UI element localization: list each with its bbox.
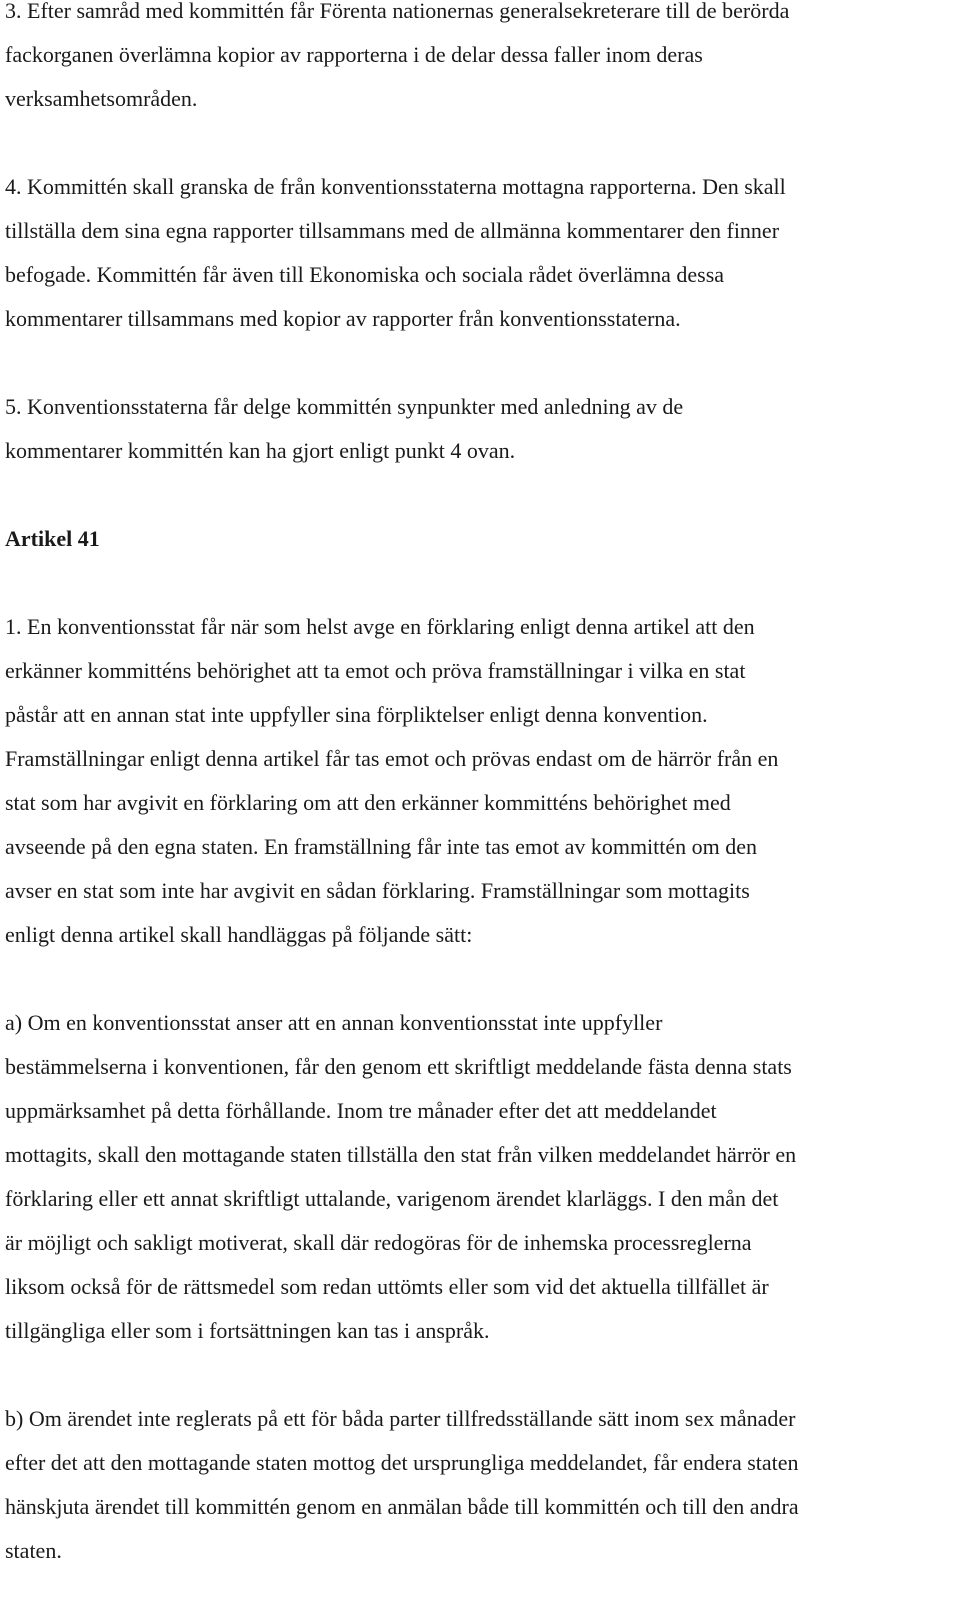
article-41-p1-line-4: Framställningar enligt denna artikel får tas emot och prövas endast om de härrör från en: [5, 746, 779, 771]
article-41-p1-line-1: 1. En konventionsstat får när som helst avge en förklaring enligt denna artikel att den: [5, 614, 755, 639]
article-41-p1-line-6: avseende på den egna staten. En framställning får inte tas emot av kommittén om den: [5, 834, 758, 859]
article-41-a-line-1: a) Om en konventionsstat anser att en annan konventionsstat inte uppfyller: [5, 1010, 663, 1035]
article-41-b-line-2: efter det att den mottagande staten mottog det ursprungliga meddelandet, får endera staten: [5, 1450, 799, 1475]
article-41-p1-line-2: erkänner kommitténs behörighet att ta emot och pröva framställningar i vilka en stat: [5, 658, 746, 683]
paragraph-3-line-3: verksamhetsområden.: [5, 86, 198, 111]
article-41-a-line-8: tillgängliga eller som i fortsättningen kan tas i anspråk.: [5, 1318, 490, 1343]
article-41-a-line-6: är möjligt och sakligt motiverat, skall där redogöras för de inhemska processreglerna: [5, 1230, 752, 1255]
article-41-b-line-1: b) Om ärendet inte reglerats på ett för båda parter tillfredsställande sätt inom sex månader: [5, 1406, 796, 1431]
paragraph-4-line-3: befogade. Kommittén får även till Ekonomiska och sociala rådet överlämna dessa: [5, 262, 725, 287]
paragraph-3-line-2: fackorganen överlämna kopior av rapporterna i de delar dessa faller inom deras: [5, 42, 703, 67]
article-41-p1-line-7: avser en stat som inte har avgivit en sådan förklaring. Framställningar som mottagits: [5, 878, 750, 903]
article-41-a-line-2: bestämmelserna i konventionen, får den genom ett skriftligt meddelande fästa denna stats: [5, 1054, 792, 1079]
paragraph-4-line-2: tillställa dem sina egna rapporter tillsammans med de allmänna kommentarer den finner: [5, 218, 780, 243]
article-41-p1-line-5: stat som har avgivit en förklaring om att den erkänner kommitténs behörighet med: [5, 790, 731, 815]
paragraph-4-line-4: kommentarer tillsammans med kopior av rapporter från konventionsstaterna.: [5, 306, 681, 331]
article-41-a-line-4: mottagits, skall den mottagande staten tillställa den stat från vilken meddelandet härrör en: [5, 1142, 797, 1167]
article-heading: Artikel 41: [5, 526, 100, 551]
article-41-b-line-4: staten.: [5, 1538, 62, 1563]
article-41-a-line-5: förklaring eller ett annat skriftligt uttalande, varigenom ärendet klarläggs. I den mån det: [5, 1186, 779, 1211]
paragraph-5-line-1: 5. Konventionsstaterna får delge kommittén synpunkter med anledning av de: [5, 394, 684, 419]
article-41-b-line-3: hänskjuta ärendet till kommittén genom en anmälan både till kommittén och till den andra: [5, 1494, 799, 1519]
paragraph-3-line-1: 3. Efter samråd med kommittén får Förenta nationernas generalsekreterare till de berörda: [5, 0, 790, 23]
article-41-p1-line-8: enligt denna artikel skall handläggas på följande sätt:: [5, 922, 473, 947]
article-41-a-line-3: uppmärksamhet på detta förhållande. Inom tre månader efter det att meddelandet: [5, 1098, 717, 1123]
article-41-a-line-7: liksom också för de rättsmedel som redan uttömts eller som vid det aktuella tillfället är: [5, 1274, 769, 1299]
paragraph-5-line-2: kommentarer kommittén kan ha gjort enligt punkt 4 ovan.: [5, 438, 516, 463]
article-41-p1-line-3: påstår att en annan stat inte uppfyller sina förpliktelser enligt denna konvention.: [5, 702, 708, 727]
paragraph-4-line-1: 4. Kommittén skall granska de från konventionsstaterna mottagna rapporterna. Den skall: [5, 174, 786, 199]
